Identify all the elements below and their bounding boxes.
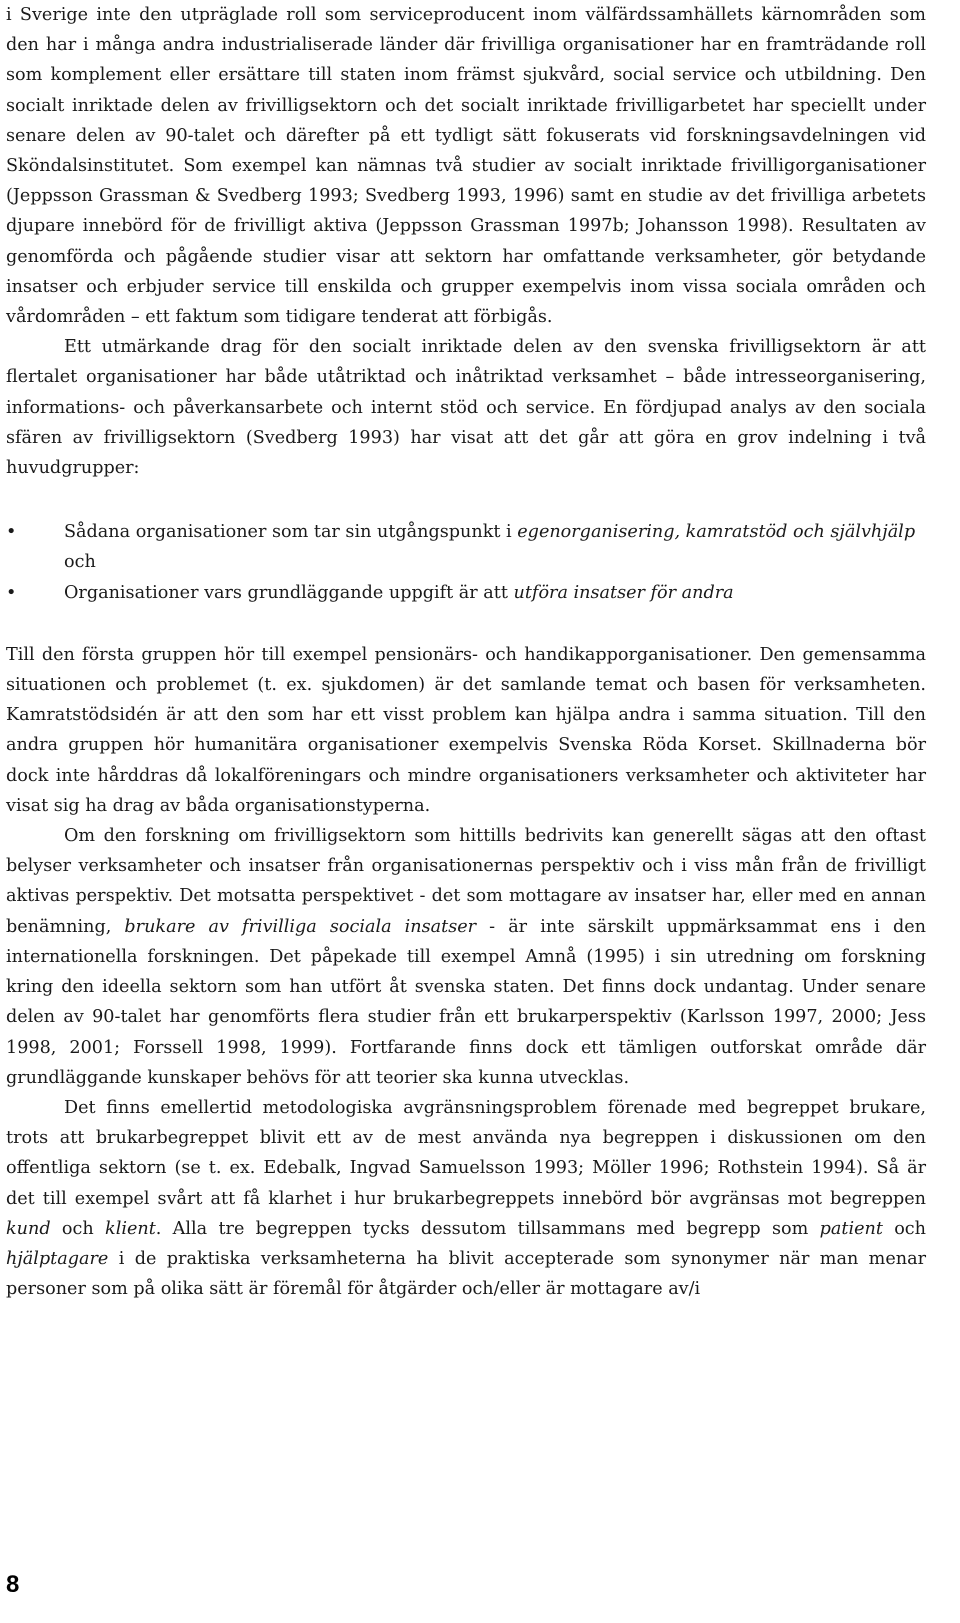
paragraph-4-emphasis: brukare av frivilliga sociala insatser [124,916,477,937]
term-kund: kund [6,1218,51,1239]
paragraph-5-text: och [882,1218,926,1239]
page-number: 8 [6,1571,20,1598]
term-klient: klient [105,1218,156,1239]
bullet-list [6,517,926,608]
paragraph-4 [6,821,926,1093]
bullet-icon: • [6,582,17,603]
list-item-emphasis: utföra insatser för andra [513,582,734,603]
paragraph-5-text: Det finns emellertid metodologiska avgränsningsproblem förenade med begreppet brukare, trots att brukarbegreppet blivit ett av de mest använda nya begreppen i diskussionen om den offentliga sektorn (se t. ex. Edebalk, Ingvad Samuelsson 1993; Möller 1996; Rothstein 1994). Så är det till exempel svårt att få klarhet i hur brukarbegreppets innebörd bör avgränsas mot begreppen [6,1097,926,1209]
paragraph-2: Ett utmärkande drag för den socialt inriktade delen av den svenska frivilligsektorn är att flertalet organisationer har både utåtriktad och inåtriktad verksamhet – både intresseorganisering, informations- och påverkansarbete och internt stöd och service. En fördjupad analys av den sociala sfären av frivilligsektorn (Svedberg 1993) har visat att det går att göra en grov indelning i två huvudgrupper: [6,337,926,479]
term-hjalptagare: hjälptagare [6,1248,109,1269]
paragraph-5-text: . Alla tre begreppen tycks dessutom tillsammans med begrepp som [155,1218,820,1239]
bullet-icon: • [6,522,17,543]
term-patient: patient [819,1218,883,1239]
document-page [6,0,926,1304]
paragraph-5-text: och [50,1218,106,1239]
list-item-text: Sådana organisationer som tar sin utgångspunkt i [64,522,518,543]
list-item-text-end: och [64,552,96,573]
paragraph-4-text: Om den forskning om frivilligsektorn som hittills bedrivits kan generellt sägas att den oftast belyser verksamheter och insatser från organisationernas perspektiv och i viss mån från de frivilligt aktivas perspektiv. Det motsatta perspektivet - det som mottagare av insatser har, eller med en annan benämning, [6,826,926,937]
list-item-emphasis: egenorganisering, kamratstöd och självhjälp [517,522,916,543]
list-item-text: Organisationer vars grundläggande uppgift är att [64,582,514,603]
paragraph-1: i Sverige inte den utpräglade roll som serviceproducent inom välfärdssamhällets kärnområden som den har i många andra industrialiserade länder där frivilliga organisationer har en framträdande roll som komplement eller ersättare till staten inom främst sjukvård, social service och utbildning. Den socialt inriktade delen av frivilligsektorn och det socialt inriktade frivilligarbetet har speciellt under senare delen av 90-talet och därefter på ett tydligt sätt fokuserats vid forskningsavdelningen vid Sköndalsinstitutet. Som exempel kan nämnas två studier av socialt inriktade frivilligorganisationer (Jeppsson Grassman & Svedberg 1993; Svedberg 1993, 1996) samt en studie av det frivilliga arbetets djupare innebörd för de frivilligt aktiva (Jeppsson Grassman 1997b; Johansson 1998). Resultaten av genomförda och pågående studier visar att sektorn har omfattande verksamheter, gör betydande insatser och erbjuder service till enskilda och grupper exempelvis inom vissa sociala områden och vårdområden – ett faktum som tidigare tenderat att förbigås. [6,5,926,328]
paragraph-4-text-end: - är inte särskilt uppmärksammat ens i den internationella forskningen. Det påpekade till exempel Amnå (1995) i sin utredning om forskning kring den ideella sektorn som han utfört åt svenska staten. Det finns dock undantag. Under senare delen av 90-talet har genomförts flera studier från ett brukarperspektiv (Karlsson 1997, 2000; Jess 1998, 2001; Forssell 1998, 1999). Fortfarande finns dock ett tämligen outforskat område där grundläggande kunskaper behövs för att teorier ska kunna utvecklas. [6,916,926,1088]
list-item [6,578,926,608]
paragraph-3: Till den första gruppen hör till exempel pensionärs- och handikapporganisationer. Den gemensamma situationen och problemet (t. ex. sjukdomen) är det samlande temat och basen för verksamheten. Kamratstödsidén är att den som har ett visst problem kan hjälpa andra i samma situation. Till den andra gruppen hör humanitära organisationer exempelvis Svenska Röda Korset. Skillnaderna bör dock inte hårddras då lokalföreningars och mindre organisationers verksamheter och aktiviteter har visat sig ha drag av båda organisationstyperna. [6,644,926,816]
paragraph-5-text-end: i de praktiska verksamheterna ha blivit accepterade som synonymer när man menar personer som på olika sätt är föremål för åtgärder och/eller är mottagare av/i [6,1248,926,1300]
list-item [6,517,926,577]
paragraph-5 [6,1093,926,1304]
